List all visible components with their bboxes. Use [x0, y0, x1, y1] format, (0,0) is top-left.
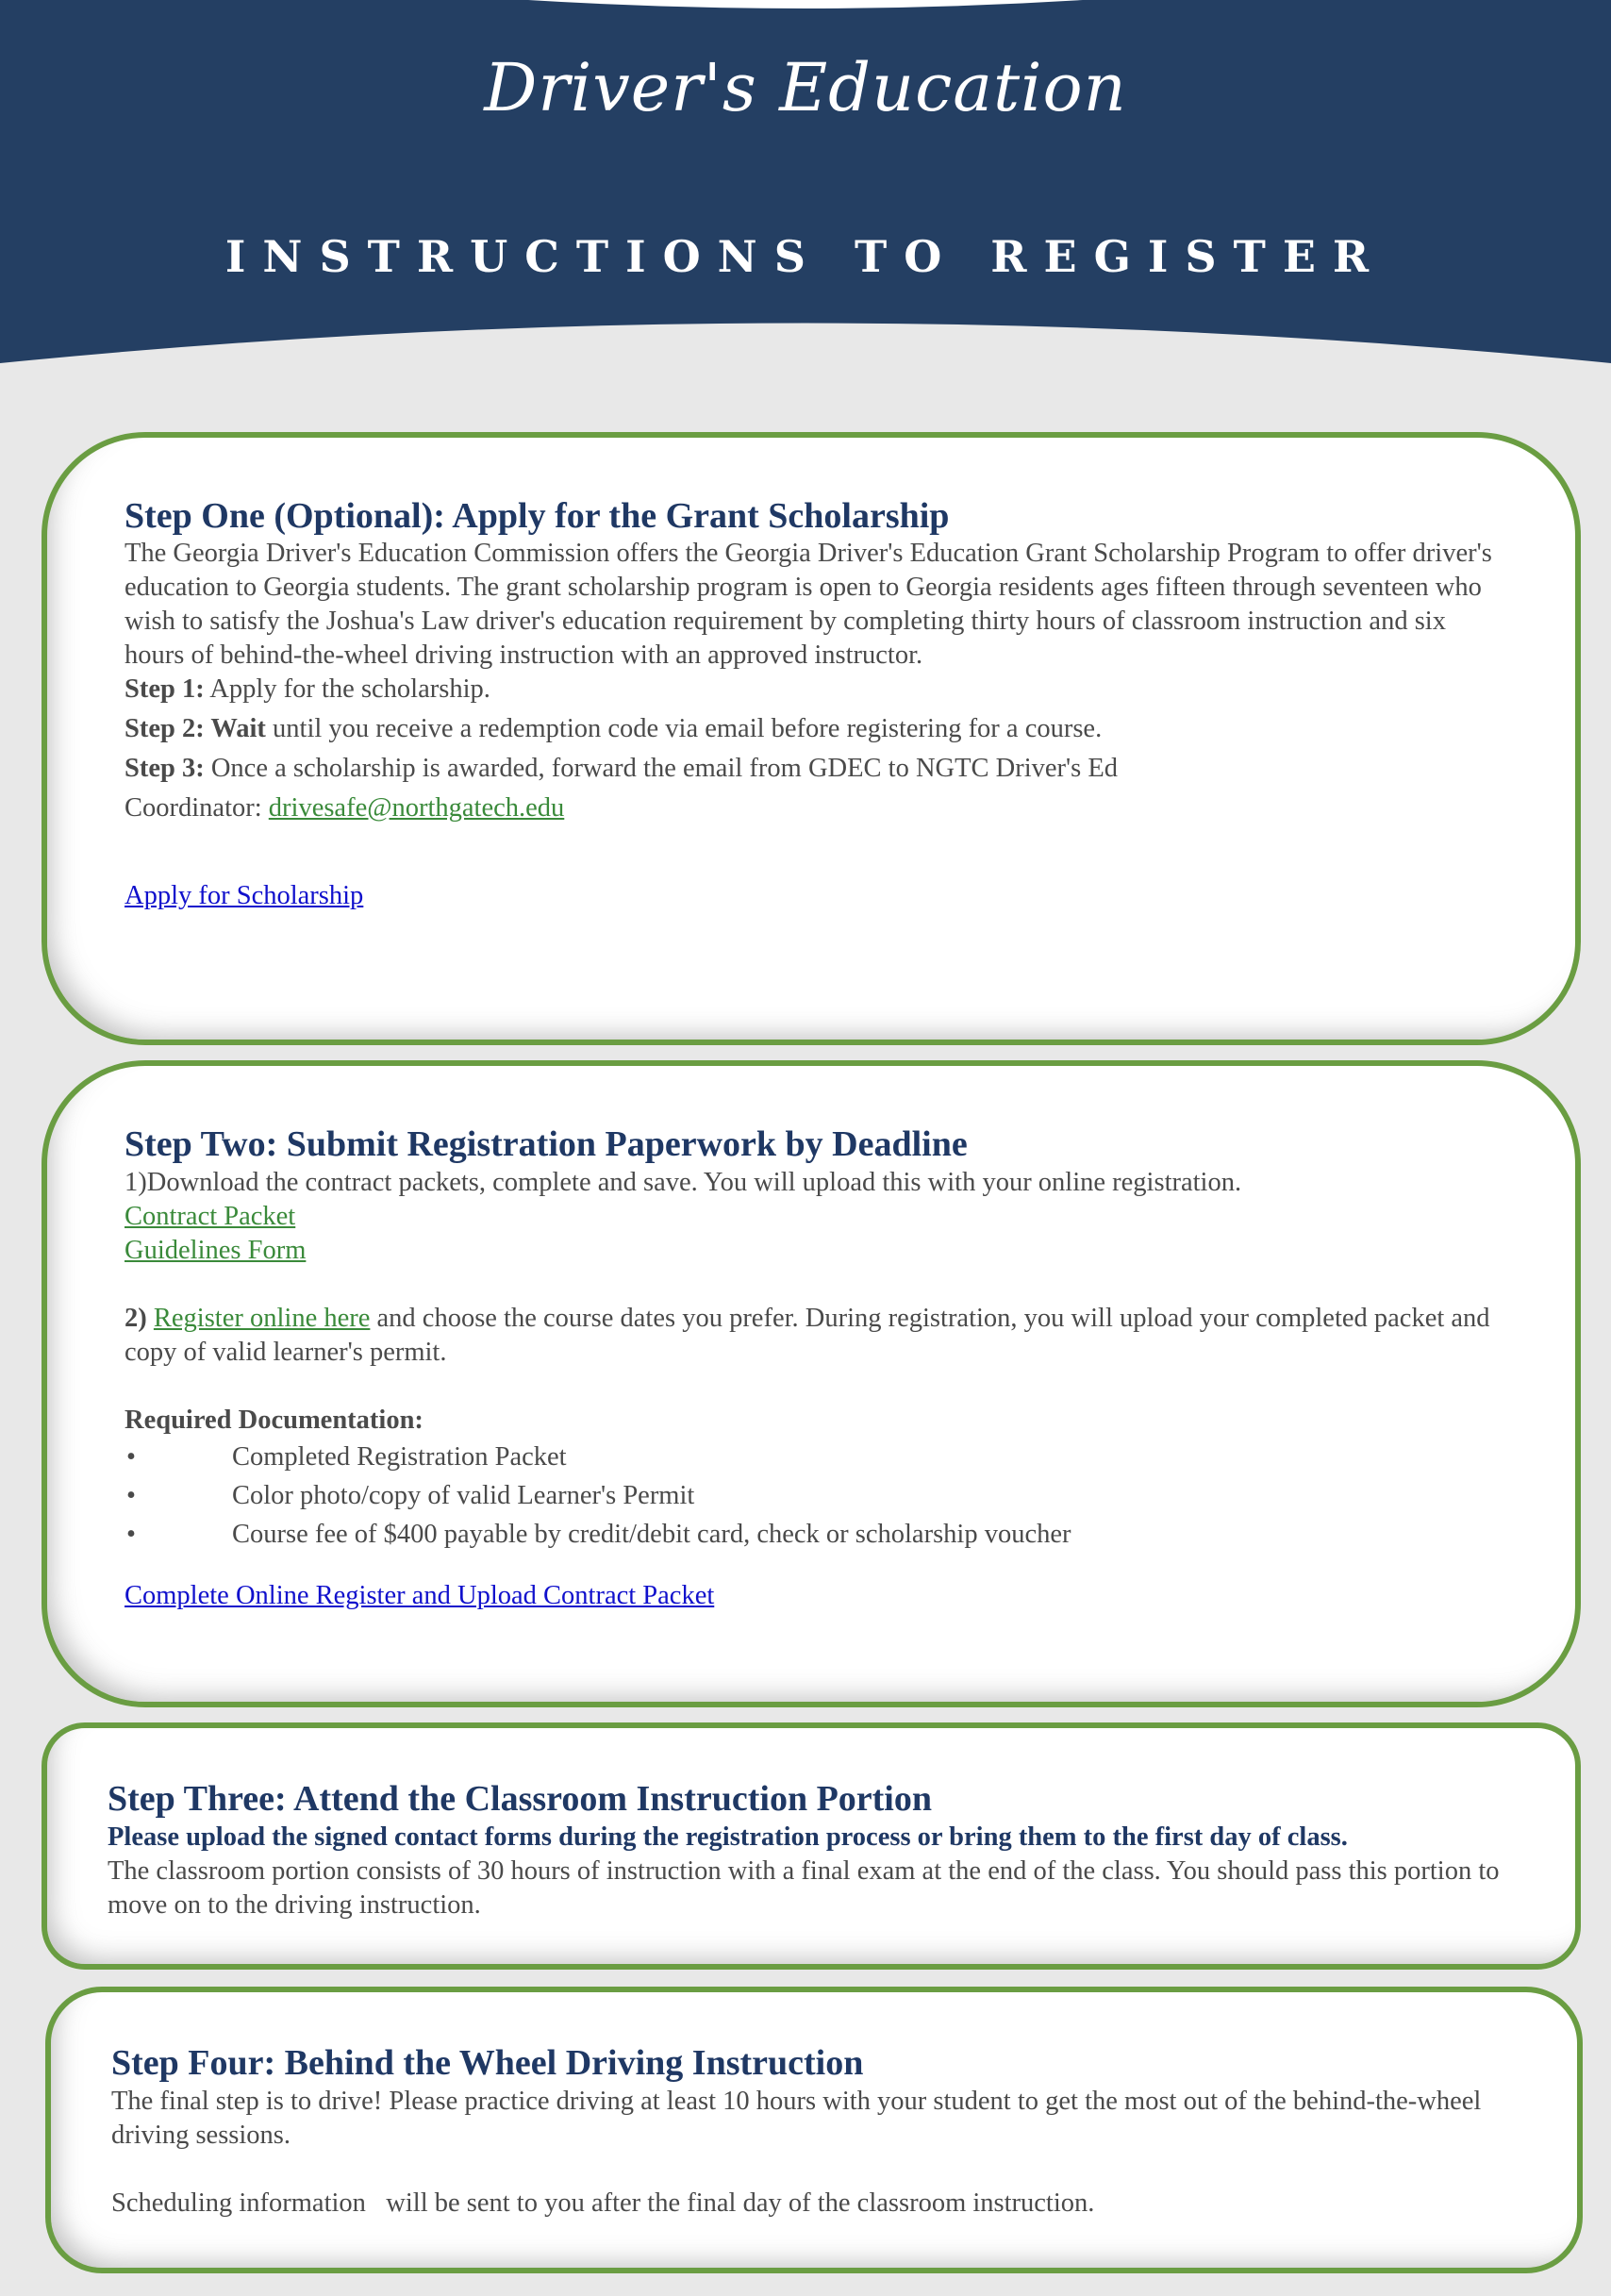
step-four-heading: Step Four: Behind the Wheel Driving Instruction	[111, 2043, 864, 2083]
coordinator-email-link[interactable]: drivesafe@northgatech.edu	[268, 793, 565, 823]
step-four-body: The final step is to drive! Please practice driving at least 10 hours with your student to get the most out of the behind-the-wheel driving sessions.	[111, 2087, 1482, 2150]
step-one-heading: Step One (Optional): Apply for the Grant Scholarship	[125, 496, 950, 536]
list-item	[125, 1515, 1500, 1554]
substep-text: Apply for the scholarship.	[204, 674, 490, 704]
coordinator-line	[125, 791, 1500, 825]
scheduling-note: Scheduling information will be sent to you after the final day of the classroom instruction.	[111, 2188, 1095, 2218]
bullet-icon: •	[126, 1481, 136, 1510]
bullet-icon: •	[126, 1442, 136, 1472]
substep-label: Step 2: Wait	[125, 714, 266, 743]
item-number: 2)	[125, 1304, 147, 1333]
list-item-text: Color photo/copy of valid Learner's Permit	[232, 1481, 695, 1510]
page-subtitle: INSTRUCTIONS TO REGISTER	[224, 231, 1387, 282]
step-one-substep-1	[125, 673, 1500, 707]
required-documents-list	[125, 1438, 1500, 1554]
required-documentation-heading: Required Documentation:	[125, 1406, 424, 1435]
step-one-body: The Georgia Driver's Education Commission offers the Georgia Driver's Education Grant Scholarship Program to offer driver's education to Georgia students. The grant scholarship program is open to Georgia residents ages fifteen through seventeen who wish to satisfy the Joshua's Law driver's education requirement by completing thirty hours of classroom instruction and six hours of behind-the-wheel driving instruction with an approved instructor.	[125, 539, 1492, 670]
step-three-body: The classroom portion consists of 30 hours of instruction with a final exam at the end of the class. You should pass this portion to move on to the driving instruction.	[108, 1856, 1500, 1920]
step-one-card	[42, 432, 1581, 1045]
item-text: and choose the course dates you prefer. During registration, you will upload your completed packet and copy of valid learner's permit.	[125, 1304, 1490, 1367]
list-item-text: Completed Registration Packet	[232, 1442, 567, 1472]
step-one-substep-3	[125, 752, 1500, 786]
substep-text: Once a scholarship is awarded, forward the email from GDEC to NGTC Driver's Ed	[204, 754, 1119, 783]
coordinator-label: Coordinator:	[125, 793, 269, 823]
contract-packet-link[interactable]: Contract Packet	[125, 1202, 296, 1231]
step-one-substep-2	[125, 712, 1500, 746]
substep-label: Step 1:	[125, 674, 205, 704]
list-item-text: Course fee of $400 payable by credit/debit card, check or scholarship voucher	[232, 1520, 1071, 1549]
step-two-heading: Step Two: Submit Registration Paperwork by Deadline	[125, 1124, 968, 1164]
register-online-link[interactable]: Register online here	[153, 1304, 371, 1333]
substep-text: until you receive a redemption code via email before registering for a course.	[265, 714, 1103, 743]
step-three-notice: Please upload the signed contact forms during the registration process or bring them to the first day of class.	[108, 1822, 1348, 1852]
step-four-card	[45, 1987, 1583, 2273]
step-three-heading: Step Three: Attend the Classroom Instruction Portion	[108, 1779, 932, 1819]
bullet-icon: •	[126, 1520, 136, 1549]
guidelines-form-link[interactable]: Guidelines Form	[125, 1236, 307, 1265]
header-banner	[0, 0, 1611, 396]
step-two-item-2	[125, 1302, 1500, 1370]
step-two-item-1: 1)Download the contract packets, complete and save. You will upload this with your online registration.	[125, 1168, 1242, 1197]
step-two-card	[42, 1060, 1581, 1707]
list-item	[125, 1476, 1500, 1515]
list-item	[125, 1438, 1500, 1476]
substep-label: Step 3:	[125, 754, 205, 783]
step-three-card	[42, 1722, 1581, 1970]
apply-scholarship-link[interactable]: Apply for Scholarship	[125, 881, 364, 910]
complete-online-register-link[interactable]: Complete Online Register and Upload Contract Packet	[125, 1581, 715, 1610]
page-title: Driver's Education	[484, 49, 1127, 126]
